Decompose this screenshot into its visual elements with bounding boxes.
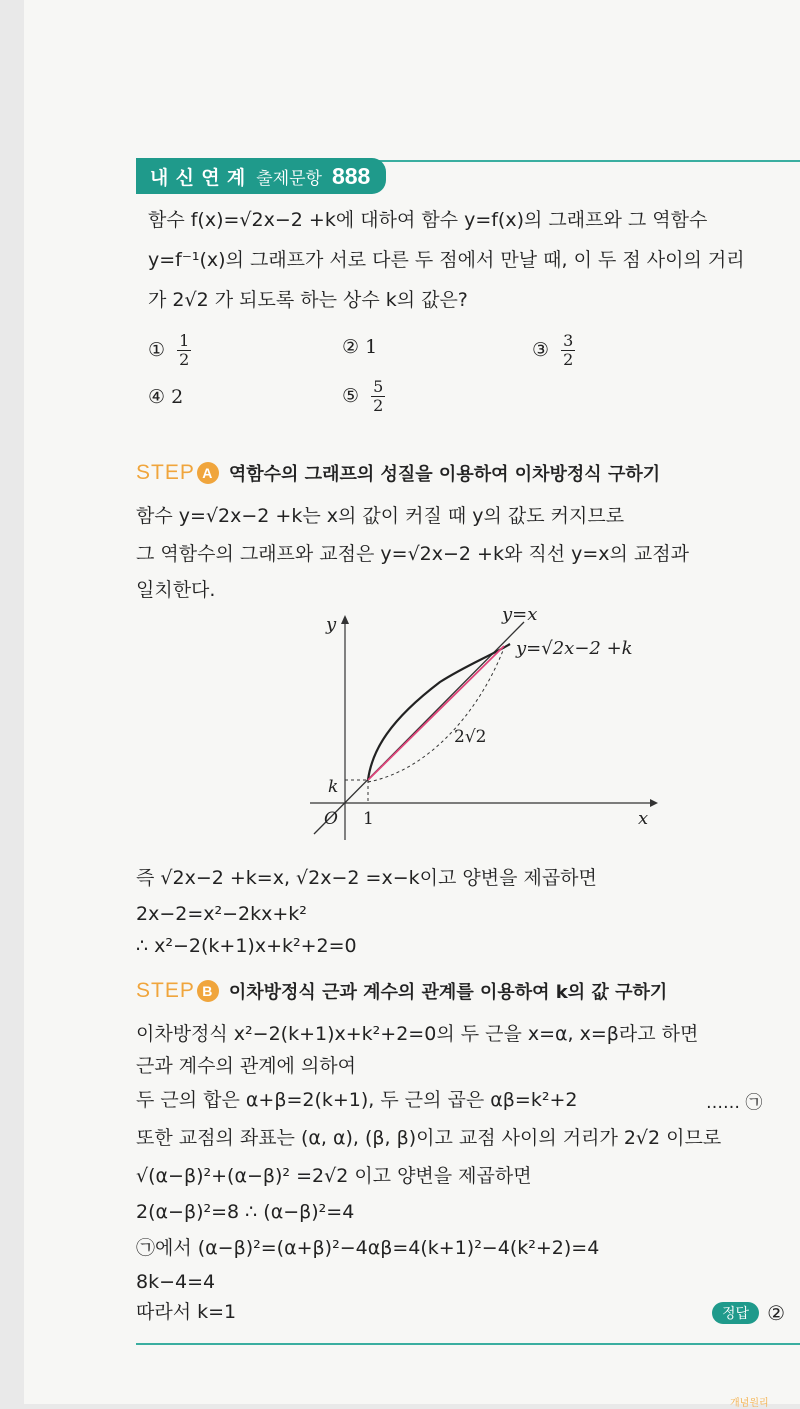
choice-3[interactable] — [532, 332, 575, 369]
one-label: 1 — [363, 809, 374, 829]
choice-3-fraction — [561, 332, 575, 369]
step-b-title: 이차방정식 근과 계수의 관계를 이용하여 k의 값 구하기 — [228, 982, 668, 1003]
answer — [712, 1301, 785, 1325]
distance-arc — [368, 648, 504, 782]
step-a-letter-icon: A — [197, 462, 219, 484]
problem-line-3: 가 2√2 가 되도록 하는 상수 k의 값은? — [148, 289, 468, 311]
choice-4[interactable] — [148, 386, 183, 408]
k-label: k — [328, 777, 339, 797]
answer-badge: 정답 — [712, 1302, 759, 1324]
choice-5-mark: ⑤ — [342, 385, 360, 407]
choice-5-den: 2 — [373, 396, 384, 415]
step-a-after-3: ∴ x²−2(k+1)x+k²+2=0 — [136, 935, 357, 957]
choice-2-value: 1 — [365, 336, 378, 358]
step-b-line-2: 근과 계수의 관계에 의하여 — [136, 1055, 357, 1077]
y-axis-label: y — [326, 614, 337, 635]
step-b-label — [136, 979, 219, 1003]
step-b-line-3: 두 근의 합은 α+β=2(k+1), 두 근의 곱은 αβ=k²+2 — [136, 1089, 578, 1111]
choice-2[interactable] — [342, 336, 377, 358]
choice-4-mark: ④ — [148, 386, 166, 408]
step-a-line-3: 일치한다. — [136, 579, 216, 601]
choice-5-num: 5 — [373, 377, 384, 396]
choice-4-value: 2 — [171, 386, 184, 408]
inverse-function-graph — [300, 600, 670, 850]
step-a-after-2: 2x−2=x²−2kx+k² — [136, 903, 307, 925]
bottom-rule — [136, 1343, 800, 1345]
step-a-title: 역함수의 그래프의 성질을 이용하여 이차방정식 구하기 — [228, 464, 661, 485]
step-b-line-5: √(α−β)²+(α−β)² =2√2 이고 양변을 제곱하면 — [136, 1165, 532, 1187]
step-b-line-8: 8k−4=4 — [136, 1271, 216, 1293]
choice-5[interactable] — [342, 378, 385, 415]
problem-number: 888 — [331, 162, 371, 189]
step-b-line-9: 따라서 k=1 — [136, 1301, 237, 1323]
origin-label: O — [324, 809, 338, 829]
line-label: y=x — [502, 604, 538, 625]
distance-label: 2√2 — [454, 727, 487, 747]
x-axis-arrow-icon — [650, 799, 658, 807]
equation-ref-mark: …… ㉠ — [706, 1093, 763, 1113]
choice-3-mark: ③ — [532, 339, 550, 361]
choice-3-den: 2 — [563, 350, 574, 369]
step-b-word: STEP — [136, 979, 195, 1002]
step-b-line-1: 이차방정식 x²−2(k+1)x+k²+2=0의 두 근을 x=α, x=β라고 하면 — [136, 1023, 699, 1045]
choice-1-den: 2 — [179, 350, 190, 369]
problem-line-1: 함수 f(x)=√2x−2 +k에 대하여 함수 y=f(x)의 그래프와 그 역함수 — [148, 209, 708, 231]
step-b-line-7: ㉠에서 (α−β)²=(α+β)²−4αβ=4(k+1)²−4(k²+2)=4 — [136, 1237, 600, 1259]
step-a-label — [136, 461, 219, 485]
intersection-chord — [368, 646, 504, 780]
step-a-word: STEP — [136, 461, 195, 484]
corner-text: 개념원리 — [730, 1398, 769, 1409]
choice-5-fraction — [371, 378, 385, 415]
step-b-heading — [136, 978, 667, 1004]
step-a-line-2: 그 역함수의 그래프와 교점은 y=√2x−2 +k와 직선 y=x의 교점과 — [136, 543, 689, 565]
y-axis-arrow-icon — [341, 615, 349, 624]
choice-1-num: 1 — [179, 331, 190, 350]
choice-1-mark: ① — [148, 339, 166, 361]
problem-line-2: y=f⁻¹(x)의 그래프가 서로 다른 두 점에서 만날 때, 이 두 점 사이의 거리 — [148, 249, 745, 271]
step-b-line-6: 2(α−β)²=8 ∴ (α−β)²=4 — [136, 1201, 355, 1223]
x-axis-label: x — [638, 808, 649, 829]
answer-value: ② — [767, 1301, 785, 1325]
header-label: 내 신 연 계 — [150, 167, 247, 189]
step-a-after-1: 즉 √2x−2 +k=x, √2x−2 =x−k이고 양변을 제곱하면 — [136, 867, 597, 889]
curve-label: y=√2x−2 +k — [516, 638, 633, 659]
problem-header-tag — [136, 158, 386, 194]
step-a-heading — [136, 460, 660, 486]
step-a-line-1: 함수 y=√2x−2 +k는 x의 값이 커질 때 y의 값도 커지므로 — [136, 505, 625, 527]
header-sublabel: 출제문항 — [256, 168, 322, 188]
choice-1-fraction — [177, 332, 191, 369]
step-b-letter-icon: B — [197, 980, 219, 1002]
choice-3-num: 3 — [563, 331, 574, 350]
step-b-line-4: 또한 교점의 좌표는 (α, α), (β, β)이고 교점 사이의 거리가 2√2 이므로 — [136, 1127, 722, 1149]
choice-1[interactable] — [148, 332, 191, 369]
choice-2-mark: ② — [342, 336, 360, 358]
